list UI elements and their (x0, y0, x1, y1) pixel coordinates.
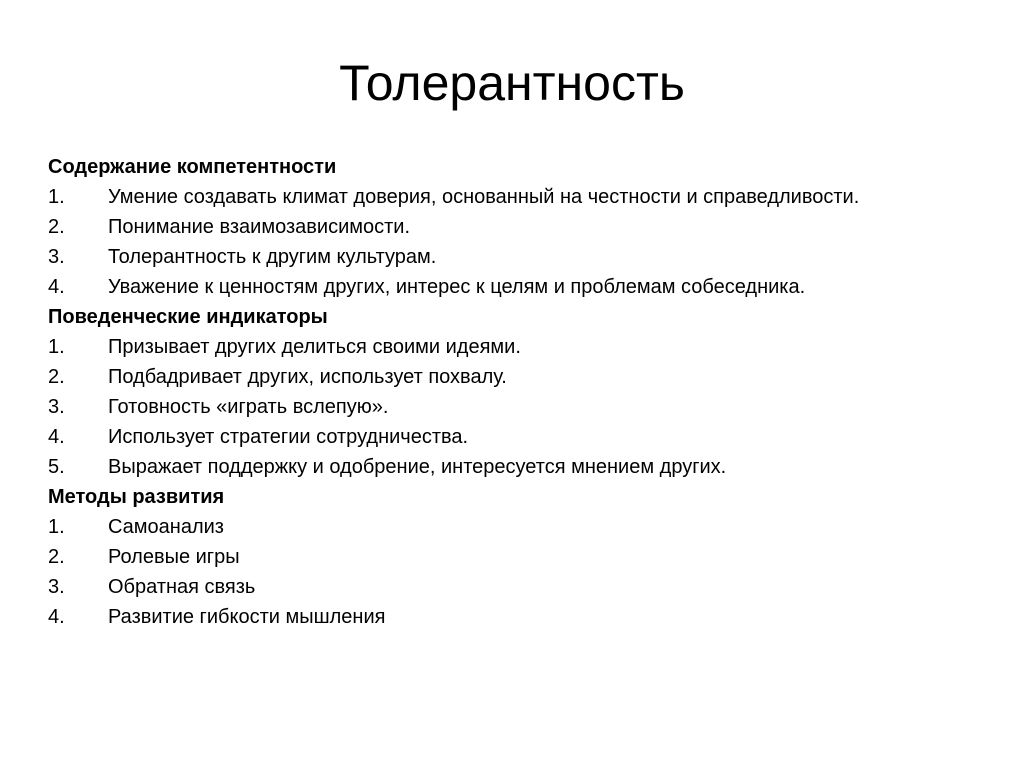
list-item (48, 185, 988, 209)
section-competence-content (48, 155, 988, 299)
list-item-number: 3. (48, 576, 65, 598)
list-item-number: 1. (48, 516, 65, 538)
list-item-text: Готовность «играть вслепую». (108, 396, 389, 418)
section-development-methods (48, 485, 988, 629)
list-item (48, 605, 988, 629)
slide-title: Толерантность (339, 55, 685, 111)
list-item-number: 2. (48, 366, 65, 388)
list-item (48, 245, 988, 269)
list-item-text: Умение создавать климат доверия, основанный на честности и справедливости. (108, 186, 860, 208)
list-item (48, 545, 988, 569)
list-item-number: 2. (48, 546, 65, 568)
list-item (48, 425, 988, 449)
list-item (48, 455, 988, 479)
list-item-number: 3. (48, 246, 65, 268)
list-item (48, 395, 988, 419)
list-item-text: Самоанализ (108, 516, 224, 538)
list-item-text: Призывает других делиться своими идеями. (108, 336, 521, 358)
list-item-number: 1. (48, 336, 65, 358)
list-item-number: 5. (48, 456, 65, 478)
list-item-text: Развитие гибкости мышления (108, 606, 386, 628)
list-item-text: Понимание взаимозависимости. (108, 216, 411, 238)
list-item-number: 3. (48, 396, 65, 418)
list-item (48, 335, 988, 359)
list-item-text: Подбадривает других, использует похвалу. (108, 366, 507, 388)
section-behavioral-indicators (48, 305, 988, 479)
list-item (48, 575, 988, 599)
list-item-text: Толерантность к другим культурам. (108, 246, 437, 268)
list-item (48, 215, 988, 239)
list-item-text: Ролевые игры (108, 546, 240, 568)
slide-content (48, 155, 988, 635)
list-item (48, 275, 988, 299)
list-item-number: 4. (48, 426, 65, 448)
list-item-text: Использует стратегии сотрудничества. (108, 426, 469, 448)
list-item-text: Обратная связь (108, 576, 256, 598)
list-item-text: Выражает поддержку и одобрение, интересуется мнением других. (108, 456, 727, 478)
list-item-number: 2. (48, 216, 65, 238)
section-heading: Поведенческие индикаторы (48, 306, 328, 328)
list-item (48, 515, 988, 539)
section-heading: Методы развития (48, 486, 225, 508)
list-item (48, 365, 988, 389)
list-item-number: 4. (48, 276, 65, 298)
list-item-text: Уважение к ценностям других, интерес к целям и проблемам собеседника. (108, 276, 806, 298)
list-item-number: 1. (48, 186, 65, 208)
section-heading: Содержание компетентности (48, 156, 337, 178)
list-item-number: 4. (48, 606, 65, 628)
